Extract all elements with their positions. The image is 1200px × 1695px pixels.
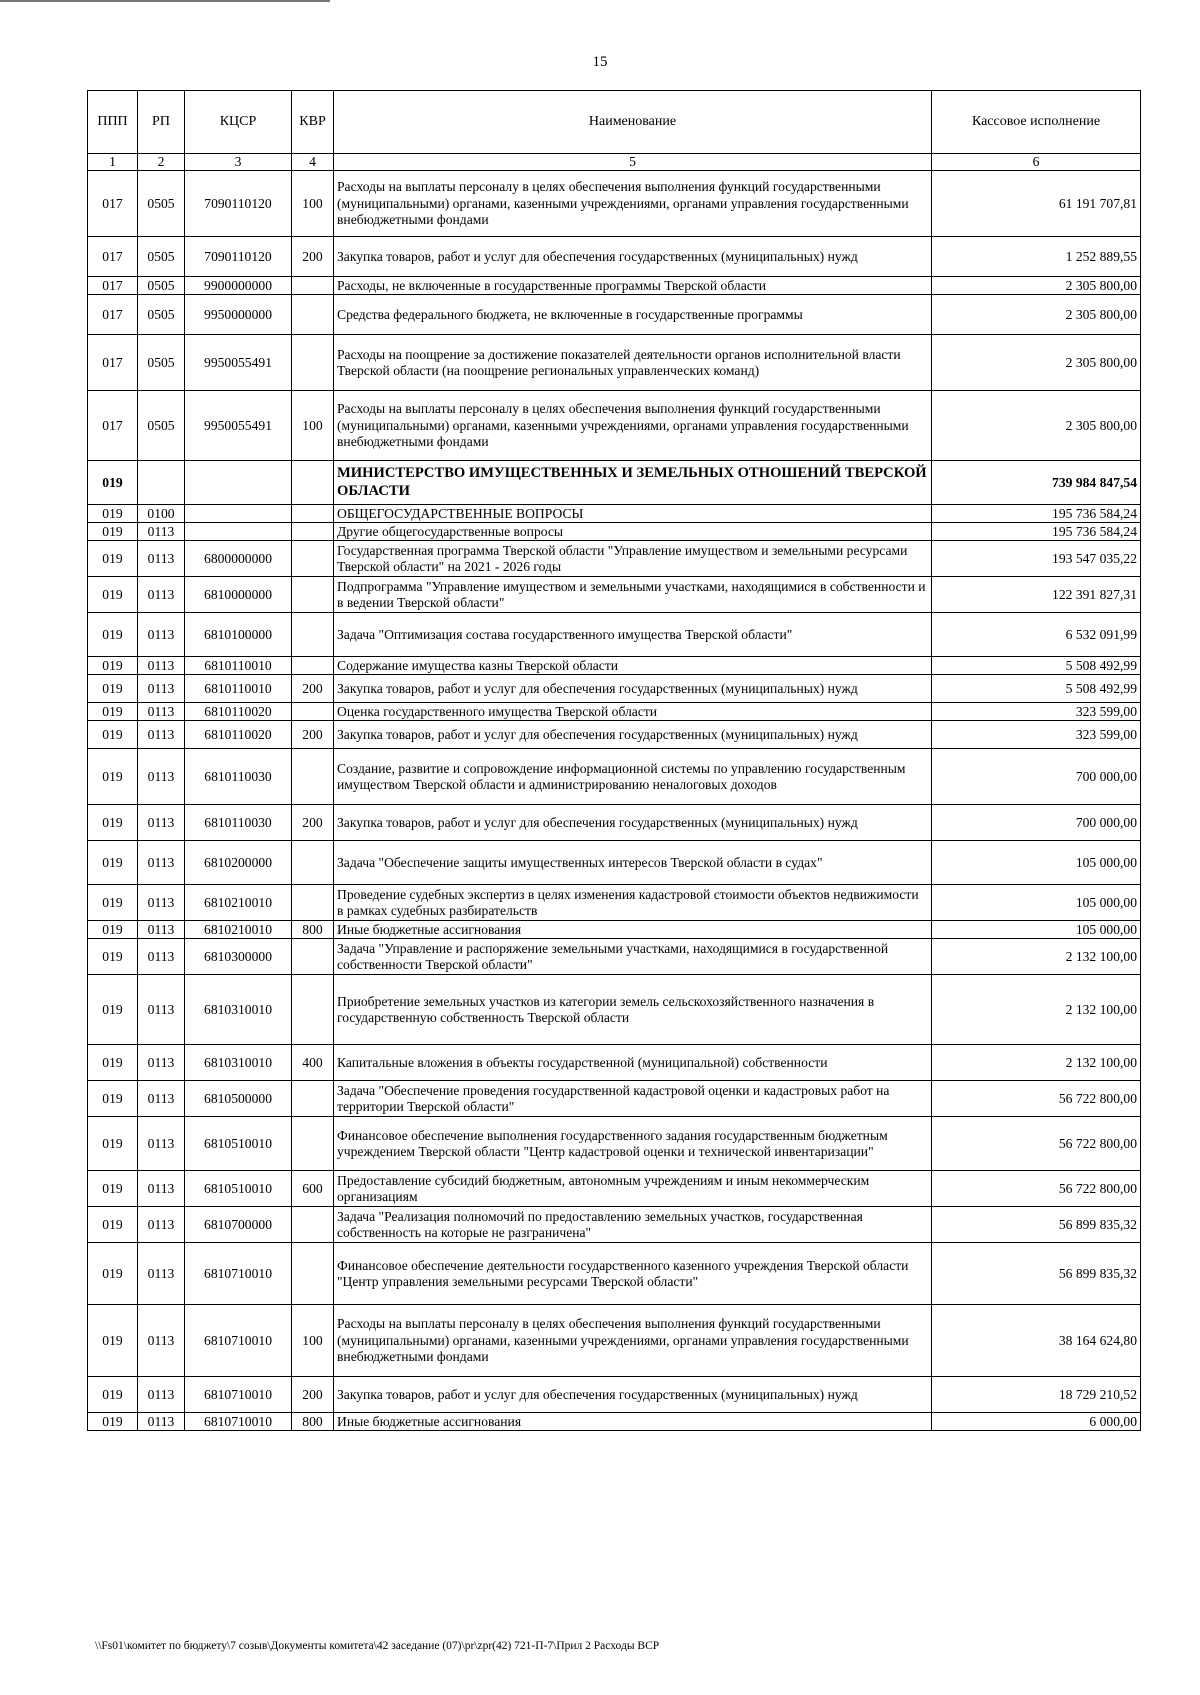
- cell-name: Закупка товаров, работ и услуг для обеспечения государственных (муниципальных) нужд: [334, 1377, 932, 1413]
- cell-amount: 61 191 707,81: [932, 171, 1141, 237]
- cell-name: Расходы на выплаты персоналу в целях обеспечения выполнения функций государственными (муниципальными) органами, казенными учреждениями, органами управления государственными внебюджетными фондами: [334, 171, 932, 237]
- cell-rp: 0113: [138, 613, 185, 657]
- header-row: [88, 91, 1141, 154]
- cell-rp: 0505: [138, 295, 185, 335]
- cell-kvr: 800: [292, 921, 334, 939]
- cell-amount: 56 722 800,00: [932, 1081, 1141, 1117]
- cell-ppp: 019: [88, 1207, 138, 1243]
- cell-name: Расходы на выплаты персоналу в целях обеспечения выполнения функций государственными (муниципальными) органами, казенными учреждениями, органами управления государственными внебюджетными фондами: [334, 1305, 932, 1377]
- cell-kcsr: 6810210010: [185, 921, 292, 939]
- cell-kcsr: 7090110120: [185, 237, 292, 277]
- cell-ppp: 019: [88, 749, 138, 805]
- cell-amount: 18 729 210,52: [932, 1377, 1141, 1413]
- cell-kcsr: 6810000000: [185, 577, 292, 613]
- cell-kcsr: 6810200000: [185, 841, 292, 885]
- col-number: 2: [138, 154, 185, 171]
- cell-kvr: [292, 703, 334, 721]
- cell-kcsr: 6810700000: [185, 1207, 292, 1243]
- col-number: 1: [88, 154, 138, 171]
- cell-kvr: [292, 461, 334, 505]
- cell-kvr: [292, 277, 334, 295]
- cell-kvr: [292, 541, 334, 577]
- table-row: [88, 541, 1141, 577]
- cell-kcsr: 6810310010: [185, 975, 292, 1045]
- header-kvr: КВР: [292, 91, 334, 154]
- cell-ppp: 019: [88, 1117, 138, 1171]
- cell-rp: 0113: [138, 541, 185, 577]
- cell-name: Задача "Обеспечение проведения государственной кадастровой оценки и кадастровых работ на территории Тверской области": [334, 1081, 932, 1117]
- cell-amount: 739 984 847,54: [932, 461, 1141, 505]
- cell-amount: 38 164 624,80: [932, 1305, 1141, 1377]
- cell-ppp: 019: [88, 1045, 138, 1081]
- table-row: [88, 171, 1141, 237]
- cell-name: Задача "Управление и распоряжение земельными участками, находящимися в государственной собственности Тверской области": [334, 939, 932, 975]
- cell-amount: 700 000,00: [932, 805, 1141, 841]
- col-number: 4: [292, 154, 334, 171]
- cell-amount: 2 305 800,00: [932, 277, 1141, 295]
- cell-amount: 56 899 835,32: [932, 1207, 1141, 1243]
- cell-kcsr: 9950000000: [185, 295, 292, 335]
- cell-name: Другие общегосударственные вопросы: [334, 523, 932, 541]
- cell-kvr: 200: [292, 237, 334, 277]
- table-row: [88, 237, 1141, 277]
- cell-rp: 0113: [138, 939, 185, 975]
- cell-kvr: [292, 295, 334, 335]
- cell-kcsr: [185, 523, 292, 541]
- table-row: [88, 1305, 1141, 1377]
- cell-rp: 0505: [138, 391, 185, 461]
- table-row: [88, 613, 1141, 657]
- cell-kvr: [292, 749, 334, 805]
- cell-amount: 56 899 835,32: [932, 1243, 1141, 1305]
- cell-name: ОБЩЕГОСУДАРСТВЕННЫЕ ВОПРОСЫ: [334, 505, 932, 523]
- table-row: [88, 1413, 1141, 1431]
- cell-amount: 2 132 100,00: [932, 1045, 1141, 1081]
- cell-amount: 6 000,00: [932, 1413, 1141, 1431]
- cell-amount: 2 132 100,00: [932, 939, 1141, 975]
- cell-kcsr: 6810710010: [185, 1377, 292, 1413]
- cell-rp: 0113: [138, 703, 185, 721]
- cell-name: Оценка государственного имущества Тверской области: [334, 703, 932, 721]
- cell-rp: 0113: [138, 841, 185, 885]
- cell-ppp: 019: [88, 657, 138, 675]
- cell-name: Подпрограмма "Управление имуществом и земельными участками, находящимися в собственности и в ведении Тверской области": [334, 577, 932, 613]
- cell-kvr: [292, 939, 334, 975]
- cell-name: Приобретение земельных участков из категории земель сельскохозяйственного назначения в государственную собственность Тверской области: [334, 975, 932, 1045]
- cell-ppp: 019: [88, 975, 138, 1045]
- cell-kcsr: 6810500000: [185, 1081, 292, 1117]
- cell-kcsr: [185, 461, 292, 505]
- cell-ppp: 019: [88, 939, 138, 975]
- table-row: [88, 295, 1141, 335]
- table-body: [88, 171, 1141, 1431]
- cell-amount: 193 547 035,22: [932, 541, 1141, 577]
- cell-ppp: 017: [88, 171, 138, 237]
- cell-kcsr: 6810110020: [185, 703, 292, 721]
- cell-kcsr: 6810110020: [185, 721, 292, 749]
- footer-file-path: \\Fs01\комитет по бюджету\7 созыв\Документы комитета\42 заседание (07)\pr\zpr(42) 721-П-7\Прил 2 Расходы ВСР: [95, 1640, 660, 1652]
- cell-kvr: 100: [292, 391, 334, 461]
- cell-name: Закупка товаров, работ и услуг для обеспечения государственных (муниципальных) нужд: [334, 237, 932, 277]
- cell-ppp: 017: [88, 391, 138, 461]
- header-amount: Кассовое исполнение: [932, 91, 1141, 154]
- cell-amount: 2 305 800,00: [932, 335, 1141, 391]
- table-row: [88, 1207, 1141, 1243]
- cell-kcsr: 6810710010: [185, 1243, 292, 1305]
- cell-amount: 2 305 800,00: [932, 295, 1141, 335]
- cell-amount: 105 000,00: [932, 921, 1141, 939]
- cell-amount: 122 391 827,31: [932, 577, 1141, 613]
- page-number: 15: [592, 54, 608, 70]
- table-row: [88, 939, 1141, 975]
- table-row: [88, 749, 1141, 805]
- cell-amount: 56 722 800,00: [932, 1117, 1141, 1171]
- cell-kcsr: 6810210010: [185, 885, 292, 921]
- cell-ppp: 019: [88, 805, 138, 841]
- cell-rp: 0113: [138, 675, 185, 703]
- cell-rp: 0113: [138, 1207, 185, 1243]
- cell-ppp: 019: [88, 885, 138, 921]
- cell-amount: 5 508 492,99: [932, 675, 1141, 703]
- cell-amount: 700 000,00: [932, 749, 1141, 805]
- table-row: [88, 1377, 1141, 1413]
- cell-kvr: [292, 523, 334, 541]
- cell-rp: [138, 461, 185, 505]
- cell-name: Расходы на поощрение за достижение показателей деятельности органов исполнительной власти Тверской области (на поощрение региональных управленческих команд): [334, 335, 932, 391]
- col-number: 5: [334, 154, 932, 171]
- cell-amount: 2 305 800,00: [932, 391, 1141, 461]
- cell-name: МИНИСТЕРСТВО ИМУЩЕСТВЕННЫХ И ЗЕМЕЛЬНЫХ ОТНОШЕНИЙ ТВЕРСКОЙ ОБЛАСТИ: [334, 461, 932, 505]
- cell-rp: 0113: [138, 1413, 185, 1431]
- table-row: [88, 523, 1141, 541]
- cell-ppp: 019: [88, 461, 138, 505]
- cell-kvr: [292, 613, 334, 657]
- cell-kcsr: 6810100000: [185, 613, 292, 657]
- cell-name: Задача "Реализация полномочий по предоставлению земельных участков, государственная собственность на которые не разграничена": [334, 1207, 932, 1243]
- cell-kvr: 200: [292, 1377, 334, 1413]
- table-row: [88, 277, 1141, 295]
- cell-ppp: 019: [88, 1413, 138, 1431]
- cell-kvr: [292, 335, 334, 391]
- cell-name: Финансовое обеспечение деятельности государственного казенного учреждения Тверской области "Центр управления земельными ресурсами Тверской области": [334, 1243, 932, 1305]
- cell-kvr: 200: [292, 805, 334, 841]
- cell-name: Средства федерального бюджета, не включенные в государственные программы: [334, 295, 932, 335]
- cell-rp: 0113: [138, 523, 185, 541]
- table-row: [88, 885, 1141, 921]
- cell-ppp: 019: [88, 1081, 138, 1117]
- cell-kvr: 200: [292, 675, 334, 703]
- top-rule: [0, 0, 330, 2]
- cell-kvr: [292, 1117, 334, 1171]
- cell-kcsr: 7090110120: [185, 171, 292, 237]
- cell-ppp: 019: [88, 523, 138, 541]
- cell-rp: 0113: [138, 921, 185, 939]
- cell-kcsr: 6810110030: [185, 805, 292, 841]
- cell-name: Закупка товаров, работ и услуг для обеспечения государственных (муниципальных) нужд: [334, 805, 932, 841]
- table-row: [88, 1045, 1141, 1081]
- cell-ppp: 017: [88, 277, 138, 295]
- cell-rp: 0505: [138, 277, 185, 295]
- cell-ppp: 017: [88, 335, 138, 391]
- cell-ppp: 019: [88, 541, 138, 577]
- table-row: [88, 391, 1141, 461]
- cell-name: Государственная программа Тверской области "Управление имуществом и земельными ресурсами Тверской области" на 2021 - 2026 годы: [334, 541, 932, 577]
- cell-rp: 0113: [138, 657, 185, 675]
- cell-ppp: 017: [88, 295, 138, 335]
- cell-ppp: 019: [88, 721, 138, 749]
- table-row: [88, 1117, 1141, 1171]
- cell-kcsr: 9950055491: [185, 335, 292, 391]
- cell-rp: 0113: [138, 1081, 185, 1117]
- cell-kcsr: 6810110010: [185, 657, 292, 675]
- cell-kvr: [292, 657, 334, 675]
- cell-amount: 5 508 492,99: [932, 657, 1141, 675]
- cell-ppp: 017: [88, 237, 138, 277]
- table-row: [88, 703, 1141, 721]
- cell-ppp: 019: [88, 1243, 138, 1305]
- col-number: 3: [185, 154, 292, 171]
- cell-kvr: 200: [292, 721, 334, 749]
- table-row: [88, 335, 1141, 391]
- cell-ppp: 019: [88, 841, 138, 885]
- cell-name: Расходы на выплаты персоналу в целях обеспечения выполнения функций государственными (муниципальными) органами, казенными учреждениями, органами управления государственными внебюджетными фондами: [334, 391, 932, 461]
- cell-kvr: [292, 975, 334, 1045]
- cell-kvr: [292, 1081, 334, 1117]
- table-row: [88, 577, 1141, 613]
- cell-rp: 0100: [138, 505, 185, 523]
- cell-rp: 0113: [138, 1117, 185, 1171]
- column-number-row: [88, 154, 1141, 171]
- cell-rp: 0113: [138, 1171, 185, 1207]
- cell-kcsr: 6810710010: [185, 1305, 292, 1377]
- cell-name: Капитальные вложения в объекты государственной (муниципальной) собственности: [334, 1045, 932, 1081]
- cell-kvr: [292, 841, 334, 885]
- cell-kvr: [292, 1207, 334, 1243]
- cell-kcsr: 6810110030: [185, 749, 292, 805]
- table-row: [88, 921, 1141, 939]
- cell-amount: 323 599,00: [932, 703, 1141, 721]
- cell-ppp: 019: [88, 1377, 138, 1413]
- cell-ppp: 019: [88, 1305, 138, 1377]
- cell-name: Задача "Обеспечение защиты имущественных интересов Тверской области в судах": [334, 841, 932, 885]
- cell-amount: 195 736 584,24: [932, 505, 1141, 523]
- cell-kvr: 600: [292, 1171, 334, 1207]
- cell-rp: 0113: [138, 1243, 185, 1305]
- cell-kvr: 800: [292, 1413, 334, 1431]
- cell-rp: 0505: [138, 237, 185, 277]
- cell-name: Содержание имущества казны Тверской области: [334, 657, 932, 675]
- cell-amount: 56 722 800,00: [932, 1171, 1141, 1207]
- cell-name: Расходы, не включенные в государственные программы Тверской области: [334, 277, 932, 295]
- cell-name: Закупка товаров, работ и услуг для обеспечения государственных (муниципальных) нужд: [334, 675, 932, 703]
- table-row: [88, 461, 1141, 505]
- cell-rp: 0113: [138, 885, 185, 921]
- cell-rp: 0113: [138, 1377, 185, 1413]
- cell-ppp: 019: [88, 703, 138, 721]
- cell-ppp: 019: [88, 921, 138, 939]
- cell-kcsr: 9900000000: [185, 277, 292, 295]
- cell-amount: 195 736 584,24: [932, 523, 1141, 541]
- cell-ppp: 019: [88, 675, 138, 703]
- table-row: [88, 1081, 1141, 1117]
- cell-name: Предоставление субсидий бюджетным, автономным учреждениям и иным некоммерческим организациям: [334, 1171, 932, 1207]
- table-row: [88, 657, 1141, 675]
- cell-name: Создание, развитие и сопровождение информационной системы по управлению государственным имуществом Тверской области и администрированию неналоговых доходов: [334, 749, 932, 805]
- cell-amount: 105 000,00: [932, 841, 1141, 885]
- cell-kcsr: 6800000000: [185, 541, 292, 577]
- table-row: [88, 1171, 1141, 1207]
- cell-kvr: [292, 577, 334, 613]
- cell-rp: 0113: [138, 749, 185, 805]
- cell-kvr: [292, 1243, 334, 1305]
- cell-kvr: 100: [292, 171, 334, 237]
- col-number: 6: [932, 154, 1141, 171]
- header-kcsr: КЦСР: [185, 91, 292, 154]
- cell-kcsr: [185, 505, 292, 523]
- table-row: [88, 505, 1141, 523]
- cell-kvr: [292, 885, 334, 921]
- header-name: Наименование: [334, 91, 932, 154]
- cell-amount: 105 000,00: [932, 885, 1141, 921]
- cell-ppp: 019: [88, 505, 138, 523]
- cell-rp: 0113: [138, 805, 185, 841]
- cell-kcsr: 6810300000: [185, 939, 292, 975]
- expenditure-table: [87, 90, 1141, 1431]
- cell-kvr: [292, 505, 334, 523]
- cell-amount: 323 599,00: [932, 721, 1141, 749]
- table-row: [88, 805, 1141, 841]
- header-ppp: ППП: [88, 91, 138, 154]
- cell-ppp: 019: [88, 577, 138, 613]
- cell-kcsr: 6810110010: [185, 675, 292, 703]
- header-rp: РП: [138, 91, 185, 154]
- cell-ppp: 019: [88, 1171, 138, 1207]
- table-row: [88, 721, 1141, 749]
- cell-rp: 0113: [138, 577, 185, 613]
- cell-name: Финансовое обеспечение выполнения государственного задания государственным бюджетным учреждением Тверской области "Центр кадастровой оценки и технической инвентаризации": [334, 1117, 932, 1171]
- cell-kvr: 400: [292, 1045, 334, 1081]
- cell-ppp: 019: [88, 613, 138, 657]
- cell-amount: 6 532 091,99: [932, 613, 1141, 657]
- cell-amount: 2 132 100,00: [932, 975, 1141, 1045]
- cell-amount: 1 252 889,55: [932, 237, 1141, 277]
- cell-rp: 0113: [138, 975, 185, 1045]
- cell-kvr: 100: [292, 1305, 334, 1377]
- cell-rp: 0505: [138, 171, 185, 237]
- cell-name: Задача "Оптимизация состава государственного имущества Тверской области": [334, 613, 932, 657]
- cell-rp: 0113: [138, 1045, 185, 1081]
- cell-rp: 0113: [138, 1305, 185, 1377]
- cell-kcsr: 6810510010: [185, 1171, 292, 1207]
- cell-name: Иные бюджетные ассигнования: [334, 1413, 932, 1431]
- cell-kcsr: 6810310010: [185, 1045, 292, 1081]
- cell-kcsr: 6810510010: [185, 1117, 292, 1171]
- table-row: [88, 1243, 1141, 1305]
- cell-kcsr: 9950055491: [185, 391, 292, 461]
- cell-kcsr: 6810710010: [185, 1413, 292, 1431]
- table-row: [88, 841, 1141, 885]
- cell-rp: 0505: [138, 335, 185, 391]
- cell-name: Закупка товаров, работ и услуг для обеспечения государственных (муниципальных) нужд: [334, 721, 932, 749]
- cell-rp: 0113: [138, 721, 185, 749]
- table-row: [88, 975, 1141, 1045]
- cell-name: Проведение судебных экспертиз в целях изменения кадастровой стоимости объектов недвижимости в рамках судебных разбирательств: [334, 885, 932, 921]
- cell-name: Иные бюджетные ассигнования: [334, 921, 932, 939]
- table-row: [88, 675, 1141, 703]
